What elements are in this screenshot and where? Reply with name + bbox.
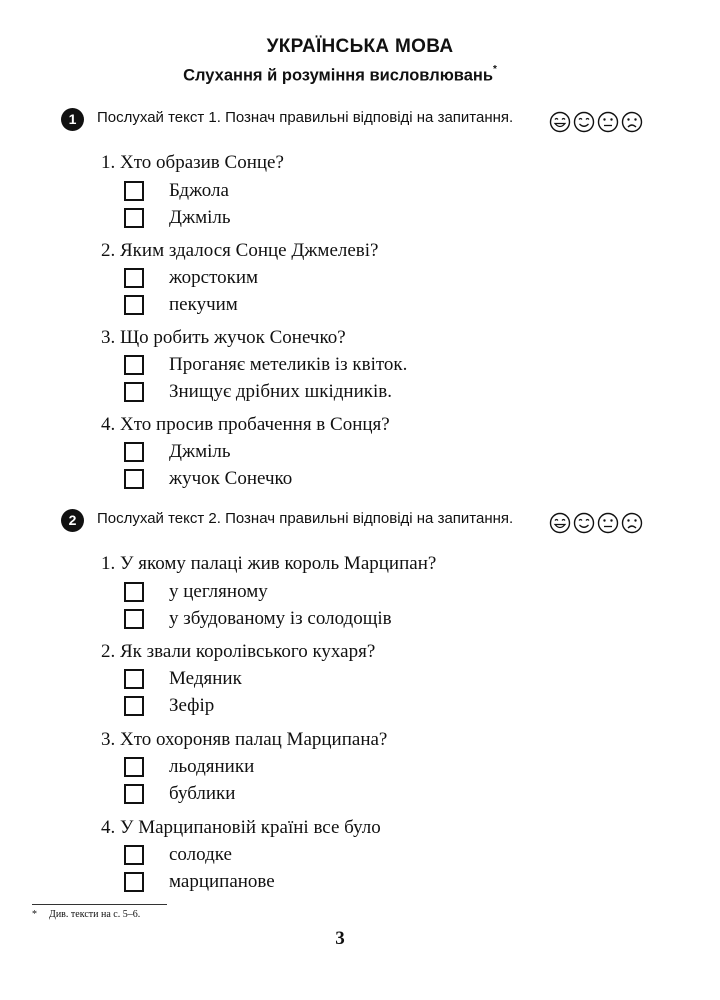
footnote-text: Див. тексти на с. 5–6.	[49, 909, 141, 920]
question-text: 3. Що робить жучок Сонечко?	[101, 327, 346, 348]
option-label: Медяник	[169, 668, 242, 689]
smiley-sad-icon[interactable]	[621, 111, 643, 133]
option-label: бублики	[169, 783, 236, 804]
option-label: пекучим	[169, 294, 238, 315]
self-assessment-smileys	[549, 111, 643, 133]
checkbox[interactable]	[124, 609, 144, 629]
option-label: Зефір	[169, 695, 215, 716]
task-instruction: Послухай текст 2. Познач правильні відповіді на запитання.	[97, 510, 514, 527]
task-number-badge: 1	[61, 108, 84, 131]
footnote-divider	[32, 904, 167, 905]
option-label: у цегляному	[169, 581, 268, 602]
checkbox[interactable]	[124, 696, 144, 716]
smiley-grin-icon[interactable]	[549, 111, 571, 133]
smiley-happy-icon[interactable]	[573, 111, 595, 133]
option-label: жучок Сонечко	[169, 468, 293, 489]
option-label: льодяники	[169, 756, 255, 777]
footnote-mark: *	[32, 909, 37, 920]
question-text: 2. Яким здалося Сонце Джмелеві?	[101, 240, 379, 261]
question-text: 2. Як звали королівського кухаря?	[101, 641, 376, 662]
checkbox[interactable]	[124, 181, 144, 201]
smiley-sad-icon[interactable]	[621, 512, 643, 534]
checkbox[interactable]	[124, 784, 144, 804]
footnote-marker: *	[493, 64, 497, 75]
checkbox[interactable]	[124, 355, 144, 375]
task-number-badge: 2	[61, 509, 84, 532]
checkbox[interactable]	[124, 208, 144, 228]
checkbox[interactable]	[124, 442, 144, 462]
question-text: 1. У якому палаці жив король Марципан?	[101, 553, 437, 574]
question-text: 4. У Марципановій країні все було	[101, 817, 381, 838]
smiley-grin-icon[interactable]	[549, 512, 571, 534]
self-assessment-smileys	[549, 512, 643, 534]
option-label: жорстоким	[169, 267, 259, 288]
smiley-neutral-icon[interactable]	[597, 111, 619, 133]
page-subtitle	[0, 66, 680, 86]
checkbox[interactable]	[124, 295, 144, 315]
checkbox[interactable]	[124, 469, 144, 489]
option-label: солодке	[169, 844, 232, 865]
question-text: 4. Хто просив пробачення в Сонця?	[101, 414, 390, 435]
checkbox[interactable]	[124, 845, 144, 865]
checkbox[interactable]	[124, 582, 144, 602]
option-label: Джміль	[169, 207, 231, 228]
task-instruction: Послухай текст 1. Познач правильні відповіді на запитання.	[97, 109, 514, 126]
option-label: марципанове	[169, 871, 275, 892]
option-label: у збудованому із солодощів	[169, 608, 392, 629]
option-label: Бджола	[169, 180, 229, 201]
smiley-neutral-icon[interactable]	[597, 512, 619, 534]
checkbox[interactable]	[124, 872, 144, 892]
question-text: 1. Хто образив Сонце?	[101, 152, 284, 173]
option-label: Проганяє метеликів із квіток.	[169, 354, 408, 375]
checkbox[interactable]	[124, 669, 144, 689]
question-text: 3. Хто охороняв палац Марципана?	[101, 729, 388, 750]
option-label: Знищує дрібних шкідників.	[169, 381, 392, 402]
checkbox[interactable]	[124, 382, 144, 402]
footnote	[32, 909, 140, 920]
checkbox[interactable]	[124, 757, 144, 777]
page-number: 3	[335, 928, 345, 949]
smiley-happy-icon[interactable]	[573, 512, 595, 534]
subtitle-text: Слухання й розуміння висловлювань	[183, 66, 494, 85]
page-title: УКРАЇНСЬКА МОВА	[266, 36, 454, 57]
checkbox[interactable]	[124, 268, 144, 288]
option-label: Джміль	[169, 441, 231, 462]
